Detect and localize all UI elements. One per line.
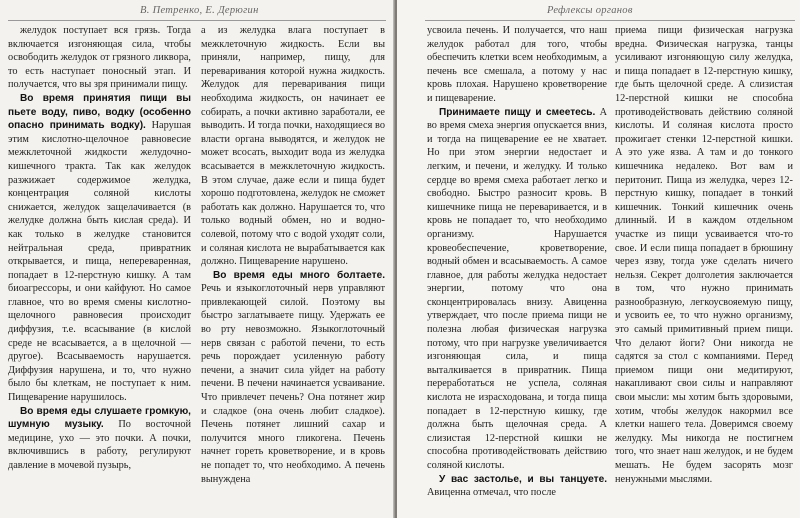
paragraph-text: А во время смеха энергия опускается вниз, и тогда на пищеварение ее не хватает. Но при этом энергии недостает и легким, и печени, и желудку. И только сердце во время смеха работает легко и свободно. Быстро разносит кровь. В кишечнике пища не переваривается, и в кровь не попадает то, что необходимо организму. Нарушается кровеобеспечение, кроветворение, водный обмен и всасываемость. А самое главное, для работы желудка недостает энергии, потому что она сконцентрировалась внизу. Авиценна утверждает, что после приема пищи не полезна любая физическая нагрузка потому, что при нагрузке увеличивается изгоняющая сила, и пища выталкивается в привратник. Пища переработаться не успела, соляная кислота не израсходована, и тогда пища попадает в 12-перстную кишку, где должна быть щелочная среда. А слизистая 12-перстной кишки не способна противодействовать действию соляной кислоты.: [427, 106, 607, 471]
paragraph-lead-heading: Во время принятия пищи вы пьете воду, пиво, водку (особенно опасно принимать водку).: [8, 92, 191, 132]
header-rule: [425, 20, 795, 21]
paragraph: [201, 24, 385, 269]
paragraph: [8, 24, 191, 92]
paragraph: [8, 405, 191, 473]
running-head-chapter: Рефлексы органов: [547, 5, 633, 16]
paragraph: [427, 106, 607, 473]
paragraph-lead-heading: У вас застолье, и вы танцуете.: [439, 473, 607, 485]
paragraph-lead-heading: Во время еды много болтаете.: [213, 269, 385, 281]
paragraph-text: а из желудка влага поступает в межклеточную жидкость. Если вы приняли, например, пищу, для переваривания которой нужна жидкость. Желудок для переваривания пищи необходима жидкость, он начинает ее собирать, а почки активно заработали, ее выводить. И тогда почки, находящиеся во власти органа выводятся, и желудок не может всосать, выходит вода из желудка всасывается в межклеточную жидкость. В этом случае, даже если и пища будет хорошо подготовлена, желудок не сможет работать как должно. Нарушается то, что только водный обмен, но и водно-солевой, потому что с водой уходят соли, и соляная кислота не вырабатывается как должно. Пищеварение нарушено.: [201, 25, 385, 268]
right-page: [397, 0, 800, 518]
paragraph-text: желудок поступает вся грязь. Тогда включается изгоняющая сила, чтобы освободить желудок от грязного ликвора, то есть наступает поносный этап. И получается, что вы зря принимали пищу.: [8, 25, 191, 91]
paragraph-text: усвоила печень. И получается, что наш желудок работал для того, чтобы обеспечить клетки всем необходимым, а печень все смешала, а потому у нас кровь плохая. Нарушено кроветворение и пищеварение.: [427, 25, 607, 104]
paragraph-lead-heading: Принимаете пищу и смеетесь.: [439, 106, 596, 118]
paragraph-text: Речь и языкоглоточный нерв управляют привлекающей силой. Поэтому вы быстро заглатываете пищу. Удержать ее во рту невозможно. Языкоглоточный нерв связан с работой печени, то есть речь порождает усиленную работу печени, а значит сила уйдет на работу печени. В печени начинается усваивание. Что привлечет печень? Она потянет жир и сладкое (она очень любит сладкое). Печень потянет лишний сахар и получится много гликогена. Печень начнет гореть кроветворение, и в кровь не попадет то, что необходимо. А печень вынуждена: [201, 283, 385, 485]
paragraph-text: По восточной медицине, ухо — это почки. А почки, включившись в работу, регулируют давление в мочевой пузырь,: [8, 419, 191, 471]
left-page-column-1: [8, 24, 191, 518]
left-page: [0, 0, 395, 518]
header-rule: [8, 20, 386, 21]
paragraph-text: Нарушая этим кислотно-щелочное равновесие межклеточной жидкости желудочно-кишечного тракта. Так как желудок разжижает содержимое желудка, концентрация соляной кислоты снижается, желудок защелачивается (в желудке должна быть кислая среда). И как только в желудке становится нейтральная среда, привратник открывается, и пища, непереваренная, попадает в 12-перстную кишку. А там биоагрессоры, и они кайфуют. Но самое главное, что во время смены кислотно-щелочного равновесия происходит диффузия, т.е. всасывание (в кислой среде не всасывается, а в щелочной — другое). Всасываемость нарушается. Диффузия нарушена, и то, что нужно было бы клеткам, не поступает к ним. Пищеварение нарушилось.: [8, 120, 191, 404]
left-page-column-2: [201, 24, 385, 518]
running-head-authors: В. Петренко, Е. Дерюгин: [140, 5, 259, 16]
paragraph-text: приема пищи физическая нагрузка вредна. Физическая нагрузка, танцы усиливают изгоняющую силу желудка, и пища попадает в 12-перстную кишку, где быть щелочной среде. А слизистая 12-перстной кишки не способна противодействовать действию соляной кислоты. И соляная кислота просто прожигает стенки 12-перстной кишки. А это уже язва. А там и до тонкого кишечника недалеко. Вот вам и перитонит. Пища из желудка, через 12-перстную кишку, попадает в тонкий кишечник. Тонкий кишечник очень длинный. И в каждом отдельном участке из пищи усваивается что-то свое. И если пища попадает в брюшину через язву, тогда уже сделать ничего нельзя. Секрет долголетия заключается в том, что нужно принимать разнообразную, легкоусвояемую пищу, и усвоить ее, то что нужно организму, это самый примитивный прием пищи. Что делают йоги? Они никогда не садятся за стол с компаниями. Перед приемом пищи они медитируют, накапливают свои силы и направляют свои мысли: мы хотим быть здоровыми, хотим, чтобы желудок накормил все клетки нашего тела. Доверимся своему желудку. Мы никогда не постигнем того, что знает наш желудок, и не будем мешать. Не будем засорять мозг ненужными мыслями.: [615, 25, 793, 485]
paragraph: [8, 92, 191, 405]
right-page-column-1: [427, 24, 607, 518]
paragraph: [615, 24, 793, 486]
paragraph-text: Авиценна отмечал, что после: [427, 487, 556, 499]
right-page-column-2: [615, 24, 793, 518]
paragraph: [427, 24, 607, 106]
paragraph-lead-heading: Во время еды слушаете громкую, шумную музыку.: [8, 405, 191, 431]
paragraph: [201, 269, 385, 487]
paragraph: [427, 473, 607, 500]
